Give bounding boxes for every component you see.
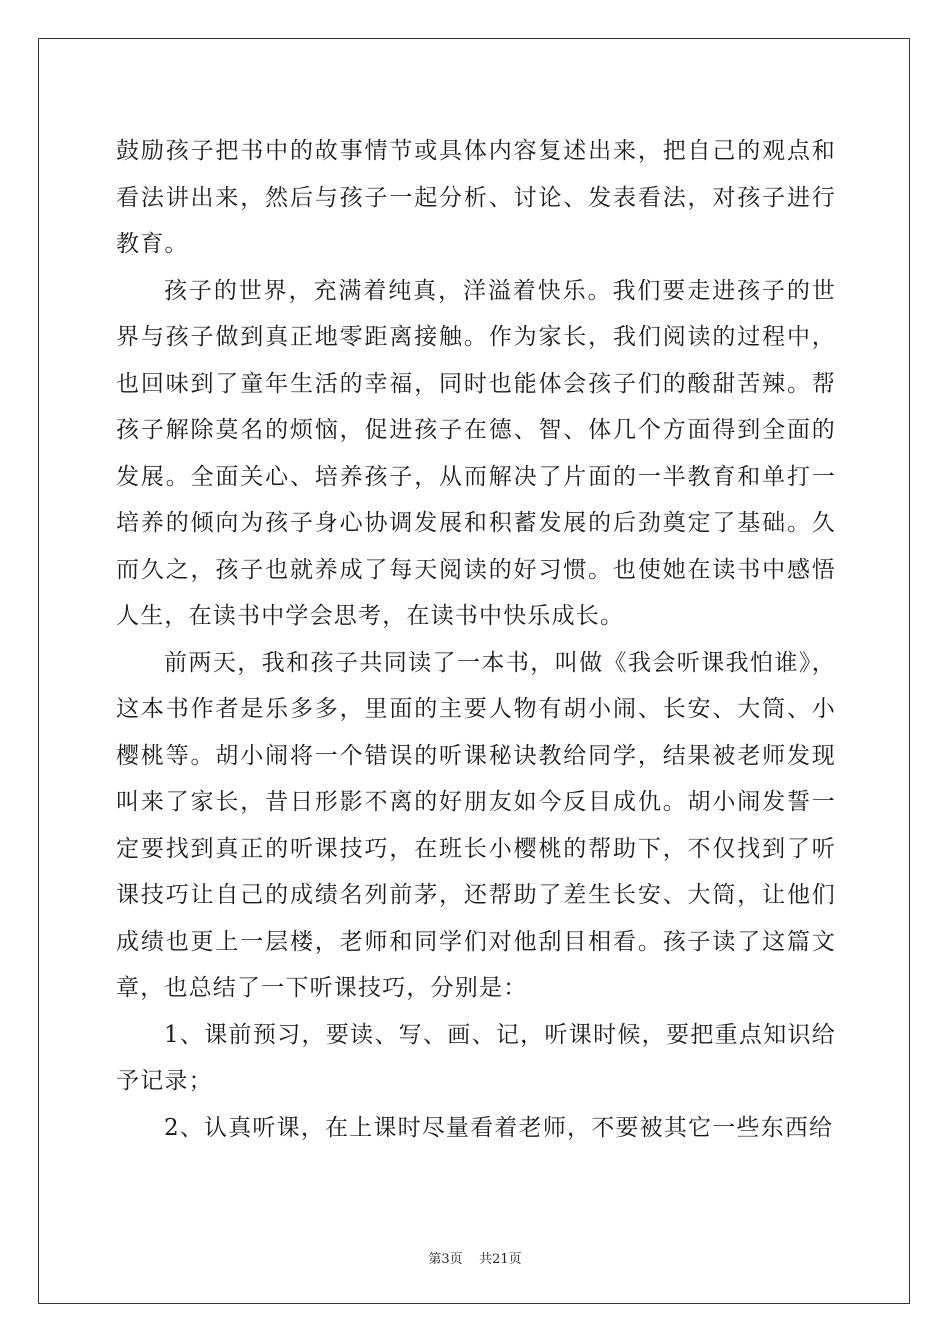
paragraph-5: 2、认真听课，在上课时尽量看着老师，不要被其它一些东西给: [164, 1114, 834, 1141]
paragraph-4: 1、课前预习，要读、写、画、记，听课时候，要把重点知识给予记录；: [116, 1021, 836, 1094]
total-pages: 共21页: [479, 1252, 522, 1267]
paragraph-2: 孩子的世界，充满着纯真，洋溢着快乐。我们要走进孩子的世界与孩子做到真正地零距离接触。作为家长，我们阅读的过程中，也回味到了童年生活的幸福，同时也能体会孩子们的酸甜苦辣。帮孩子解除莫名的烦恼，促进孩子在德、智、体几个方面得到全面的发展。全面关心、培养孩子，从而解决了片面的一半教育和单打一培养的倾向为孩子身心协调发展和积蓄发展的后劲奠定了基础。久而久之，孩子也就养成了每天阅读的好习惯。也使她在读书中感悟人生，在读书中学会思考，在读书中快乐成长。: [116, 277, 836, 629]
page-footer: [0, 1248, 950, 1267]
paragraph-3: 前两天，我和孩子共同读了一本书，叫做《我会听课我怕谁》，这本书作者是乐多多，里面的主要人物有胡小闹、长安、大筒、小樱桃等。胡小闹将一个错误的听课秘诀教给同学，结果被老师发现叫来了家长，昔日形影不离的好朋友如今反目成仇。胡小闹发誓一定要找到真正的听课技巧，在班长小樱桃的帮助下，不仅找到了听课技巧让自己的成绩名列前茅，还帮助了差生长安、大筒，让他们成绩也更上一层楼，老师和同学们对他刮目相看。孩子读了这篇文章，也总结了一下听课技巧，分别是：: [116, 649, 836, 1001]
paragraph-1: 鼓励孩子把书中的故事情节或具体内容复述出来，把自己的观点和看法讲出来，然后与孩子一起分析、讨论、发表看法，对孩子进行教育。: [116, 138, 836, 257]
document-body: [116, 128, 836, 1151]
page-number: 第3页: [428, 1252, 463, 1267]
